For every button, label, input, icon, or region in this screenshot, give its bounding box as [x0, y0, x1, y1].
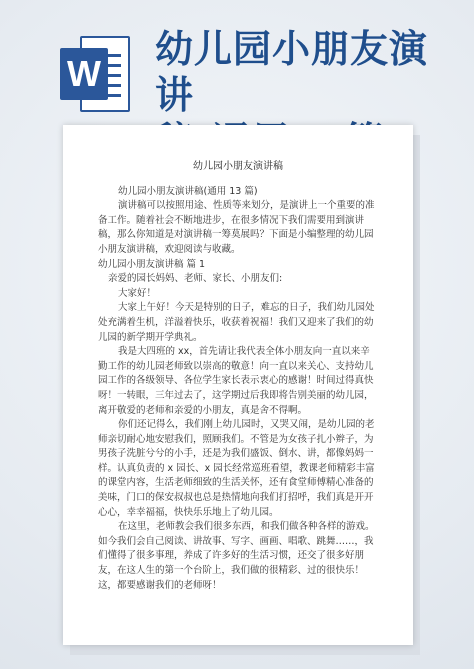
- document-paragraph: 大家上午好！今天是特别的日子，难忘的日子，我们幼儿园处处充满着生机，洋溢着快乐，收获着祝福！我们又迎来了我们的幼儿园的新学期开学典礼。: [98, 302, 375, 343]
- document-paragraph: 大家好！: [118, 287, 157, 299]
- word-badge: W: [60, 48, 108, 100]
- word-document-icon: [60, 36, 130, 112]
- document-body: [98, 160, 378, 593]
- page-title-line-1: 幼儿园小朋友演讲: [155, 27, 429, 117]
- document-paragraph: 在这里，老师教会我们很多东西，和我们做各种各样的游戏。如今我们会自己阅读、讲故事、写字、画画、唱歌、跳舞……，我们懂得了很多事理，养成了许多好的生活习惯，还交了很多好朋友，在这人生的第一个台阶上，我们做的很精彩、过的很快乐！这，都要感谢我们的老师呀！: [98, 521, 375, 591]
- document-paragraph: 幼儿园小朋友演讲稿(通用 13 篇): [118, 185, 258, 197]
- document-paragraph: 演讲稿可以按照用途、性质等来划分，是演讲上一个重要的准备工作。随着社会不断地进步，在很多情况下我们需要用到演讲稿，那么你知道是对演讲稿一筹莫展吗？下面是小编整理的幼儿园小朋友演讲稿，欢迎阅读与收藏。: [98, 200, 375, 255]
- document-title: 幼儿园小朋友演讲稿: [193, 161, 283, 172]
- document-paragraph: 你们还记得么，我们刚上幼儿园时，又哭又闹，是幼儿园的老师亲切耐心地安慰我们，照顾我们。不管是为女孩子扎小辫子，为男孩子洗脏兮兮的小手，还是为我们盛饭、倒水、讲，都像妈妈一样。认真负责的 x 园长、x 园长经常巡班看望，教课老师精彩丰富的课堂内容，生活老师细致的生活关怀，还有食堂师傅精心准备的美味，门口的保安叔叔也总是热情地向我们打招呼，我们真是开开心心，幸幸福福，快快乐乐地上了幼儿园。: [98, 419, 375, 518]
- document-paragraph: 我是大四班的 xx，首先请让我代表全体小朋友向一直以来辛勤工作的幼儿园老师致以崇高的敬意！向一直以来关心、支持幼儿园工作的各级领导、各位学生家长表示衷心的感谢！时间过得真快呀！一转眼，三年过去了，这学期过后我即将告别美丽的幼儿园，离开敬爱的老师和亲爱的小朋友，真是舍不得啊。: [98, 346, 374, 416]
- section-heading: 幼儿园小朋友演讲稿 篇 1: [98, 258, 206, 270]
- document-paragraph: 亲爱的园长妈妈、老师、家长、小朋友们:: [108, 273, 283, 285]
